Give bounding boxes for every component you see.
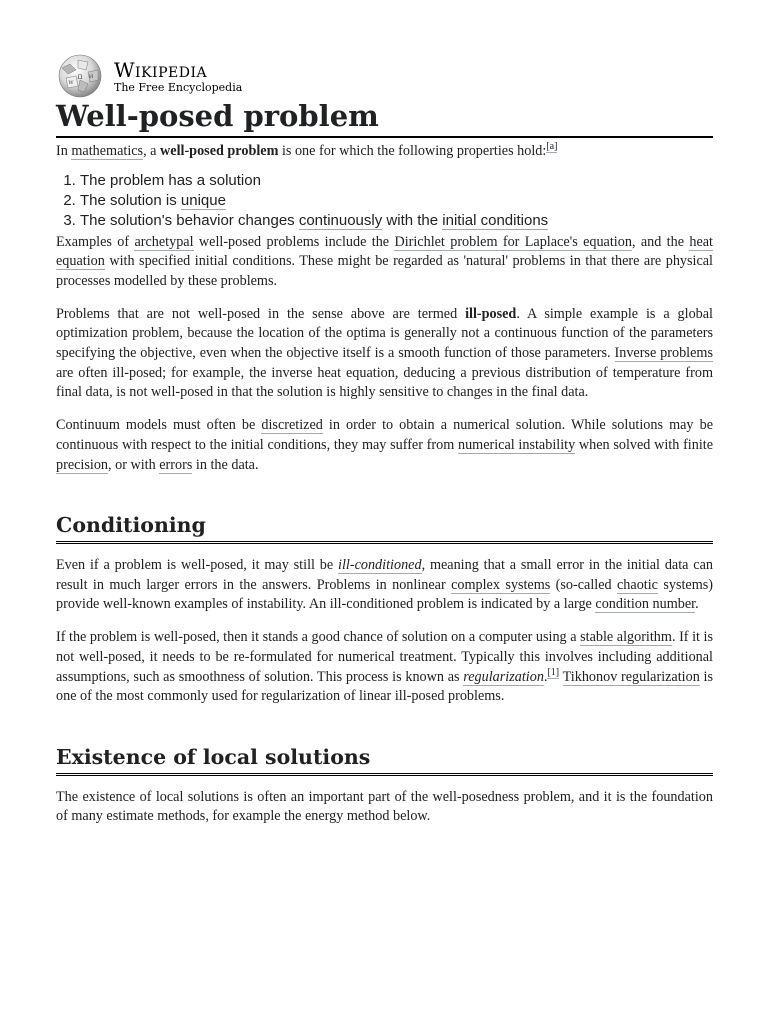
link-discretized[interactable]: discretized [261,417,323,434]
footnote-link[interactable]: [a] [546,141,558,152]
wikipedia-wordmark [114,59,242,94]
intro-paragraph [56,142,713,162]
link-stable-algorithm[interactable]: stable algorithm [580,629,672,646]
text: . If it is not well-posed, it needs to be re-formulated for numerical treatment. Typically this involves including additional assumptions, such as smoothness of solution. This process is known as [56,629,714,685]
link-regularization[interactable] [463,669,544,686]
text: . [695,596,699,613]
link-initial-conditions[interactable]: initial conditions [442,211,549,229]
italic-text[interactable]: regularization [463,668,544,685]
text: in the data. [192,456,259,473]
text: with specified initial conditions. These might be regarded as 'natural' problems in that there are physical processes modelled by these problems. [56,253,713,289]
link-errors[interactable]: errors [159,456,193,473]
text: , a [143,143,161,159]
paragraph-regularization [56,628,713,706]
link-mathematics[interactable]: mathematics [71,143,144,159]
bold-term: well-posed problem [160,143,279,159]
svg-text:W: W [68,80,74,86]
link-dirichlet-problem[interactable]: Dirichlet problem for Laplace's equation [394,233,632,250]
link-heat-equation[interactable]: heat equation [56,233,713,270]
list-item [80,211,713,231]
italic-text[interactable]: ill-conditioned [338,557,422,574]
bold-term: ill-posed [465,305,517,322]
text: The solution is [80,191,181,209]
text: , meaning that a small error in the initial data can result in much larger errors in the answers. Problems in nonlinear [56,557,713,593]
text: Continuum models must often be [56,417,262,434]
section-heading-existence: Existence of local solutions [56,743,713,776]
paragraph-ill-conditioned [56,556,713,615]
link-precision[interactable]: precision [56,456,109,473]
text: , and the [631,233,690,250]
text: (so-called [550,576,617,593]
list-item [80,171,713,191]
link-condition-number[interactable]: condition number [595,596,696,613]
footnote-link[interactable]: [1] [547,666,560,678]
footnote-ref-a[interactable] [546,141,557,153]
text: Even if a problem is well-posed, it may still be [56,557,339,574]
wikipedia-globe-icon [56,54,104,98]
article-body [56,142,713,840]
text: when solved with finite [575,436,714,453]
text: , or with [108,456,160,473]
wordmark-tagline: The Free Encyclopedia [114,80,243,94]
text: is one of the most commonly used for regularization of linear ill-posed problems. [56,668,714,705]
link-continuously[interactable]: continuously [298,211,383,229]
text: systems) provide well-known examples of instability. An ill-conditioned problem is indicated by a large [56,576,714,613]
link-inverse-problems[interactable]: Inverse problems [614,345,713,362]
text: . A simple example is a global optimization problem, because the location of the optima is generally not a continuous function of the parameters specifying the objective, even when the objective itself is a smooth function of those parameters. [56,305,713,362]
paragraph-continuum [56,416,713,475]
link-chaotic[interactable]: chaotic [617,576,658,593]
paragraph-examples [56,233,713,292]
footnote-ref-1[interactable] [547,667,559,679]
link-complex-systems[interactable]: complex systems [451,576,551,593]
text: The solution's behavior changes [80,211,299,229]
properties-list [56,171,713,231]
text: Problems that are not well-posed in the sense above are termed [56,305,466,322]
link-archetypal[interactable]: archetypal [134,233,194,250]
text: well-posed problems include the [193,233,395,250]
text: are often ill-posed; for example, the inverse heat equation, deducing a previous distribution of temperature from final data, is not well-posed in that the solution is highly sensitive to changes in the final data. [56,364,713,401]
text: If the problem is well-posed, then it stands a good chance of solution on a computer using a [56,629,581,646]
link-unique[interactable]: unique [180,191,226,209]
paragraph-existence: The existence of local solutions is often an important part of the well-posedness problem, and it is the foundation of many estimate methods, for example the energy method below. [56,788,713,825]
text: is one for which the following properties hold: [278,143,547,159]
text: with the [382,211,443,229]
link-numerical-instability[interactable]: numerical instability [457,436,576,453]
link-tikhonov-regularization[interactable]: Tikhonov regularization [562,668,700,685]
text: . [543,668,548,685]
text: The problem has a solution [80,171,261,189]
link-ill-conditioned[interactable] [338,557,422,574]
text: Examples of [56,233,135,250]
wordmark-title: Wikipedia [114,57,208,82]
list-item [80,191,713,211]
section-heading-conditioning: Conditioning [56,511,713,544]
svg-text:И: И [88,74,94,80]
paragraph-ill-posed [56,305,713,403]
text: In [56,143,72,159]
wikipedia-logo[interactable] [56,54,242,98]
page-title: Well-posed problem [56,96,713,138]
text: in order to obtain a numerical solution. While solutions may be continuous with respect to the initial conditions, they may suffer from [56,417,713,453]
svg-text:Ω: Ω [77,74,83,81]
